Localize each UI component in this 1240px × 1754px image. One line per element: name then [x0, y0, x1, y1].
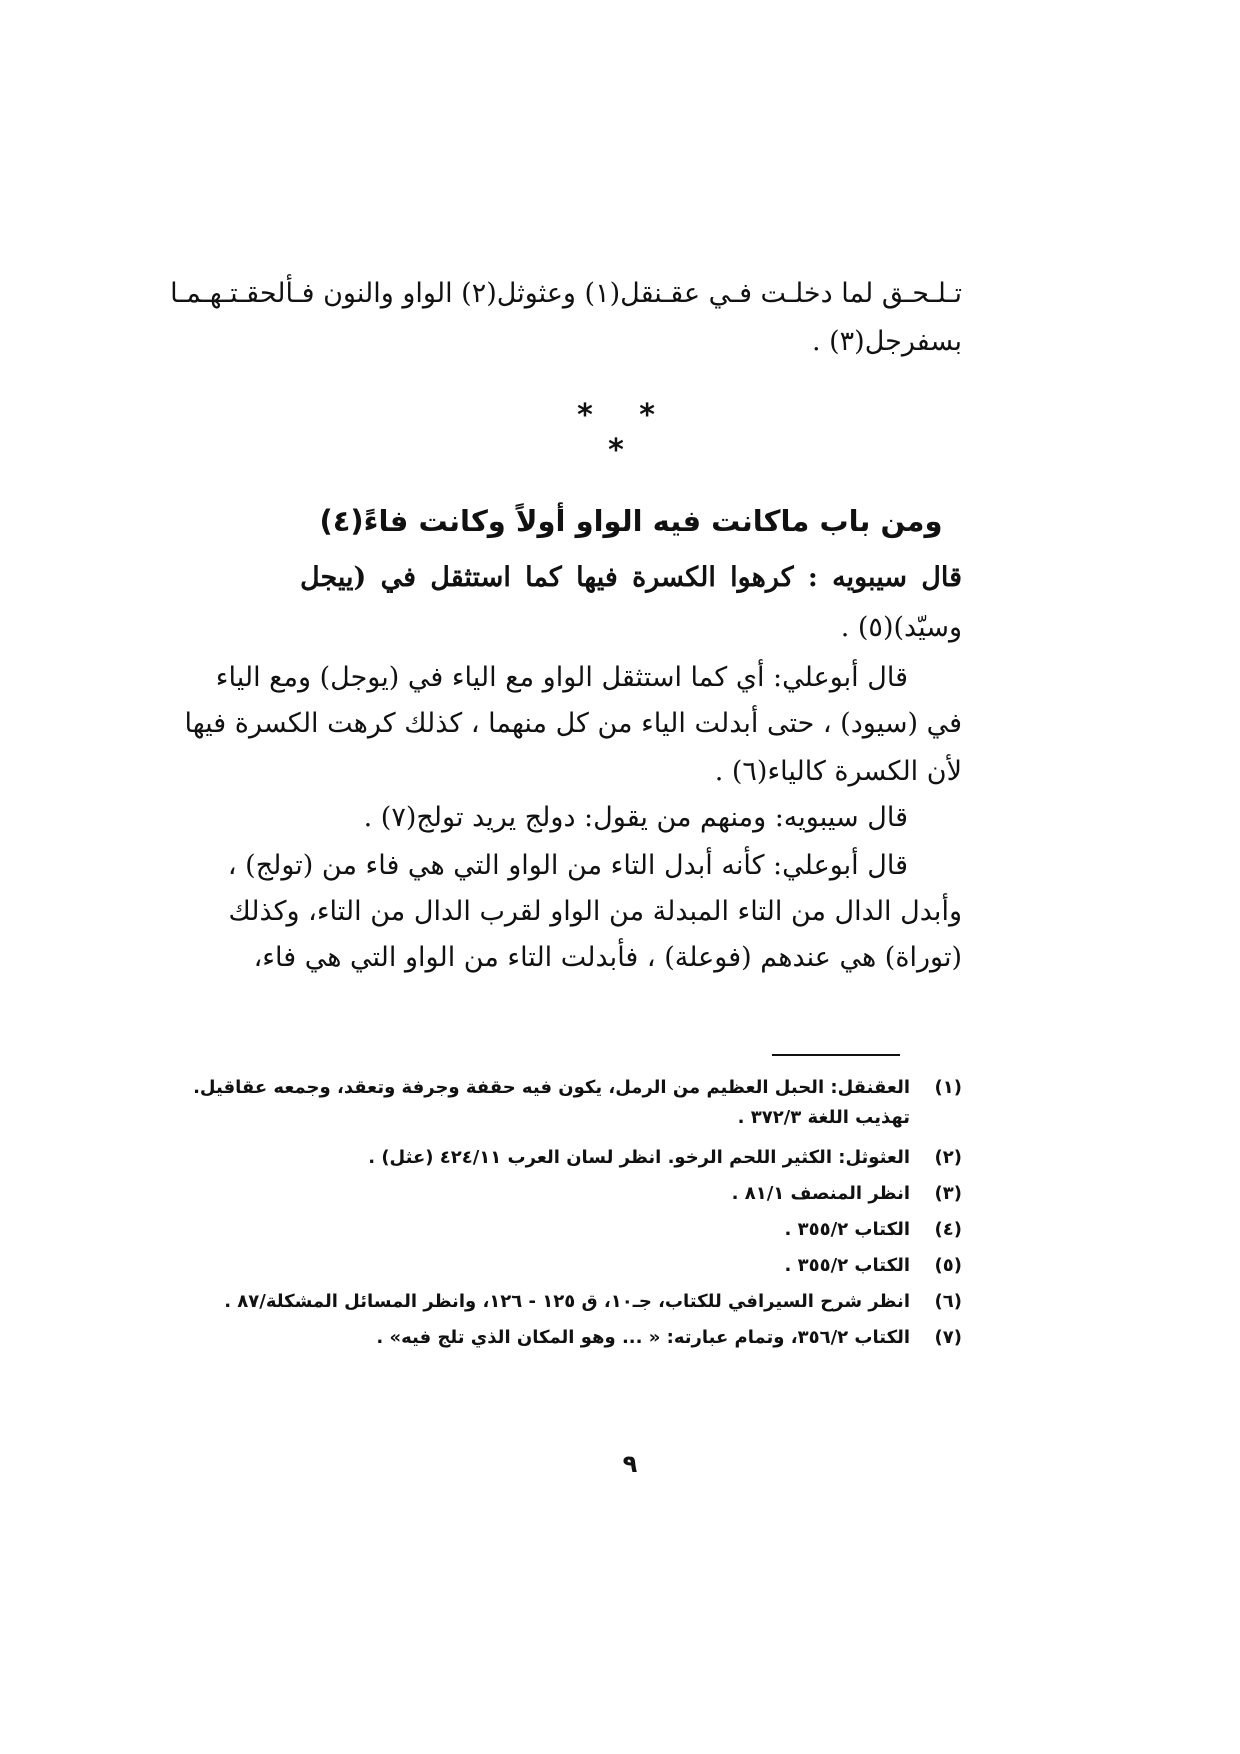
intro-line-1: تـلـحـق لما دخلـت فـي عقـنقل(١) وعثوثل(٢) الواو والنون فـألحقـتـهـمـا	[170, 278, 962, 309]
page-number: ٩	[622, 1450, 638, 1478]
footnote-text: تهذيب اللغة ٣٧٢/٣ .	[737, 1107, 910, 1128]
footnote-text: العقنقل: الحبل العظيم من الرمل، يكون فيه حقفة وجرفة وتعقد، وجمعه عقاقيل.	[193, 1077, 910, 1098]
footnote-number: (٣)	[934, 1183, 962, 1204]
sibawayh-quote-2: قال سيبويه: ومنهم من يقول: دولج يريد تولج(٧) .	[363, 802, 908, 833]
footnote-text: الكتاب ٣٥٥/٢ .	[784, 1219, 910, 1240]
section-separator: * * *	[577, 398, 673, 468]
footnote-number: (١)	[934, 1077, 962, 1098]
footnote-number: (٤)	[934, 1219, 962, 1240]
footnote-number: (٥)	[934, 1255, 962, 1276]
footnote-text: انظر شرح السيرافي للكتاب، جـ١٠، ق ١٢٥ - ١٢٦، وانظر المسائل المشكلة/٨٧ .	[224, 1291, 910, 1312]
abu-ali-comment-1-line-3: لأن الكسرة كالياء(٦) .	[714, 756, 962, 787]
footnote-text: الكتاب ٣٥٦/٢، وتمام عبارته: « ... وهو المكان الذي تلج فيه» .	[376, 1327, 910, 1348]
footnote-divider	[772, 1054, 900, 1056]
section-heading: ومن باب ماكانت فيه الواو أولاً وكانت فاءً(٤)	[319, 504, 943, 538]
footnote-text: انظر المنصف ٨١/١ .	[731, 1183, 910, 1204]
footnote-number: (٦)	[934, 1291, 962, 1312]
intro-line-2: بسفرجل(٣) .	[811, 326, 962, 357]
abu-ali-comment-2-line-2: وأبدل الدال من التاء المبدلة من الواو لقرب الدال من التاء، وكذلك	[228, 896, 962, 927]
sibawayh-quote-line-1: قال سيبويه : كرهوا الكسرة فيها كما استثقل في (ييجل	[300, 562, 962, 593]
abu-ali-comment-2-line-1: قال أبوعلي: كأنه أبدل التاء من الواو التي هي فاء من (تولج) ،	[227, 850, 908, 881]
footnote-number: (٧)	[934, 1327, 962, 1348]
abu-ali-comment-1-line-1: قال أبوعلي: أي كما استثقل الواو مع الياء في (يوجل) ومع الياء	[215, 662, 908, 693]
footnote-number: (٢)	[934, 1147, 962, 1168]
footnote-text: الكتاب ٣٥٥/٢ .	[784, 1255, 910, 1276]
abu-ali-comment-1-line-2: في (سيود) ، حتى أبدلت الياء من كل منهما ، كذلك كرهت الكسرة فيها	[184, 708, 962, 739]
footnote-text: العثوثل: الكثير اللحم الرخو. انظر لسان العرب ٤٢٤/١١ (عثل) .	[368, 1147, 910, 1168]
abu-ali-comment-2-line-3: (توراة) هي عندهم (فوعلة) ، فأبدلت التاء من الواو التي هي فاء،	[253, 942, 962, 973]
sibawayh-quote-line-2: وسيّد)(٥) .	[840, 612, 962, 643]
